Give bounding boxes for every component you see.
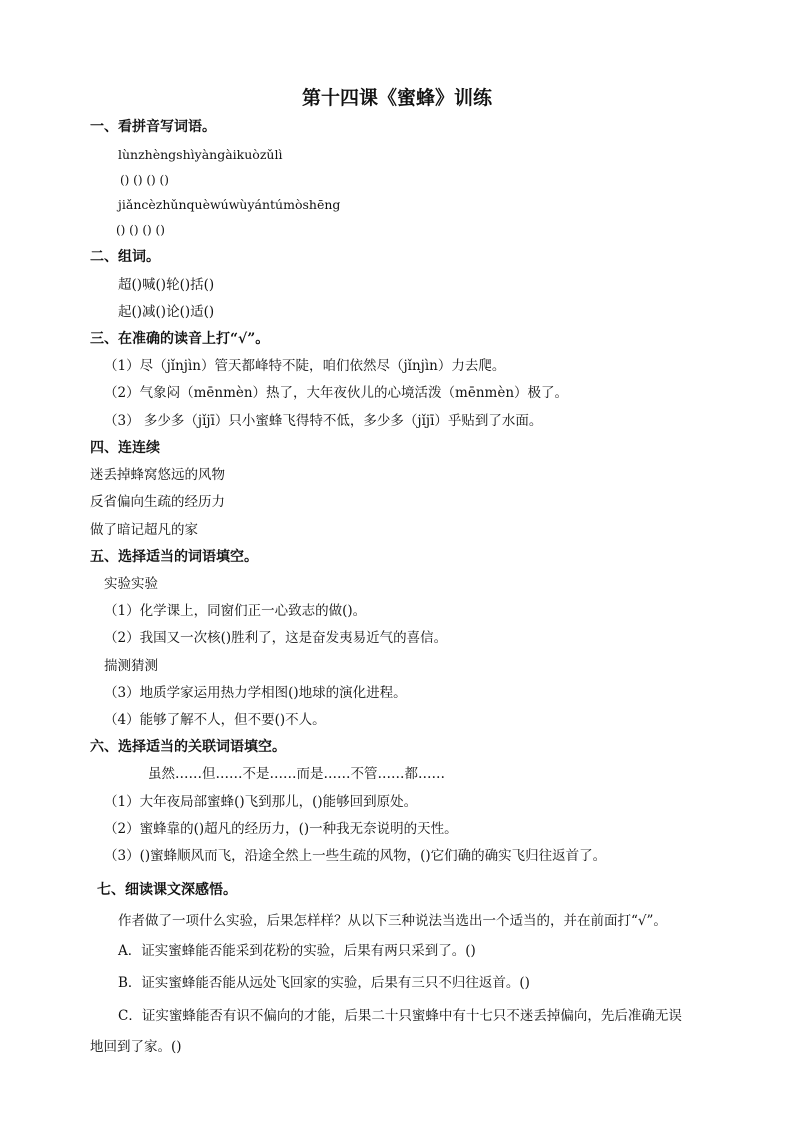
option-a[interactable]: A．证实蜜蜂能否能采到花粉的实验，后果有两只采到了。() [118, 943, 476, 959]
option-b[interactable]: B．证实蜜蜂能否能从远处飞回家的实验，后果有三只不归往返首。() [118, 975, 530, 991]
match-row-1[interactable]: 迷丢掉蜂窝悠远的风物 [90, 467, 225, 483]
fill-item-2[interactable]: （2）我国又一次核()胜利了，这是奋发夷易近气的喜信。 [104, 630, 448, 646]
conjunction-item-2[interactable]: （2）蜜蜂靠的()超凡的经历力，()一种我无奈说明的天性。 [104, 821, 458, 837]
option-c-line-1[interactable]: C．证实蜜蜂能否有识不偏向的才能，后果二十只蜜蜂中有十七只不迷丢掉偏向，先后准确无误 [118, 1008, 682, 1024]
section-5-heading: 五、选择适当的词语填空。 [90, 549, 258, 565]
blank-row-2[interactable]: () () () () [116, 223, 165, 237]
fill-item-3[interactable]: （3）地质学家运用热力学相图()地球的演化进程。 [104, 685, 407, 701]
pronunciation-item-3[interactable]: （3） 多少多（jǐjī）只小蜜蜂飞得特不低，多少多（jǐjī）乎贴到了水面。 [104, 413, 543, 429]
reading-question: 作者做了一项什么实验，后果怎样样？从以下三种说法当选出一个适当的，并在前面打“√”。 [118, 913, 667, 929]
word-group-row-1[interactable]: 超()喊()轮()括() [118, 277, 215, 293]
section-1-heading: 一、看拼音写词语。 [90, 119, 216, 135]
pinyin-row-1: lùnzhèngshìyàngàikuòzǔlì [118, 147, 283, 162]
section-4-heading: 四、连连续 [90, 440, 160, 456]
match-row-3[interactable]: 做了暗记超凡的家 [90, 522, 198, 538]
fill-item-4[interactable]: （4）能够了解不人，但不要()不人。 [104, 712, 326, 728]
pronunciation-item-1[interactable]: （1）尽（jǐnjìn）管天都峰特不陡，咱们依然尽（jǐnjìn）力去爬。 [104, 358, 506, 374]
word-choice-group-2: 揣测猜测 [104, 658, 158, 674]
conjunction-options: 虽然……但……不是……而是……不管……都…… [148, 766, 445, 782]
fill-item-1[interactable]: （1）化学课上，同窗们正一心致志的做()。 [104, 603, 367, 619]
pronunciation-item-2[interactable]: （2）气象闷（mēnmèn）热了，大年夜伙儿的心境活泼（mēnmèn）极了。 [104, 385, 569, 401]
word-group-row-2[interactable]: 起()减()论()适() [118, 304, 215, 320]
section-6-heading: 六、选择适当的关联词语填空。 [90, 739, 286, 755]
page-title: 第十四课《蜜蜂》训练 [301, 87, 492, 109]
pinyin-row-2: jiǎncèzhǔnquèwúwùyántúmòshēng [118, 197, 341, 212]
word-choice-group-1: 实验实验 [104, 576, 158, 592]
option-c-line-2[interactable]: 地回到了家。() [90, 1039, 182, 1055]
section-3-heading: 三、在准确的读音上打“√”。 [90, 331, 270, 347]
match-row-2[interactable]: 反省偏向生疏的经历力 [90, 494, 225, 510]
section-2-heading: 二、组词。 [90, 249, 160, 265]
conjunction-item-1[interactable]: （1）大年夜局部蜜蜂()飞到那儿，()能够回到原处。 [104, 794, 418, 810]
section-7-heading: 七、细读课文深感悟。 [97, 882, 237, 898]
blank-row-1[interactable]: () () () () [120, 173, 169, 187]
conjunction-item-3[interactable]: （3）()蜜蜂顺风而飞，沿途全然上一些生疏的风物，()它们确的确实飞归往返首了。 [104, 848, 607, 864]
